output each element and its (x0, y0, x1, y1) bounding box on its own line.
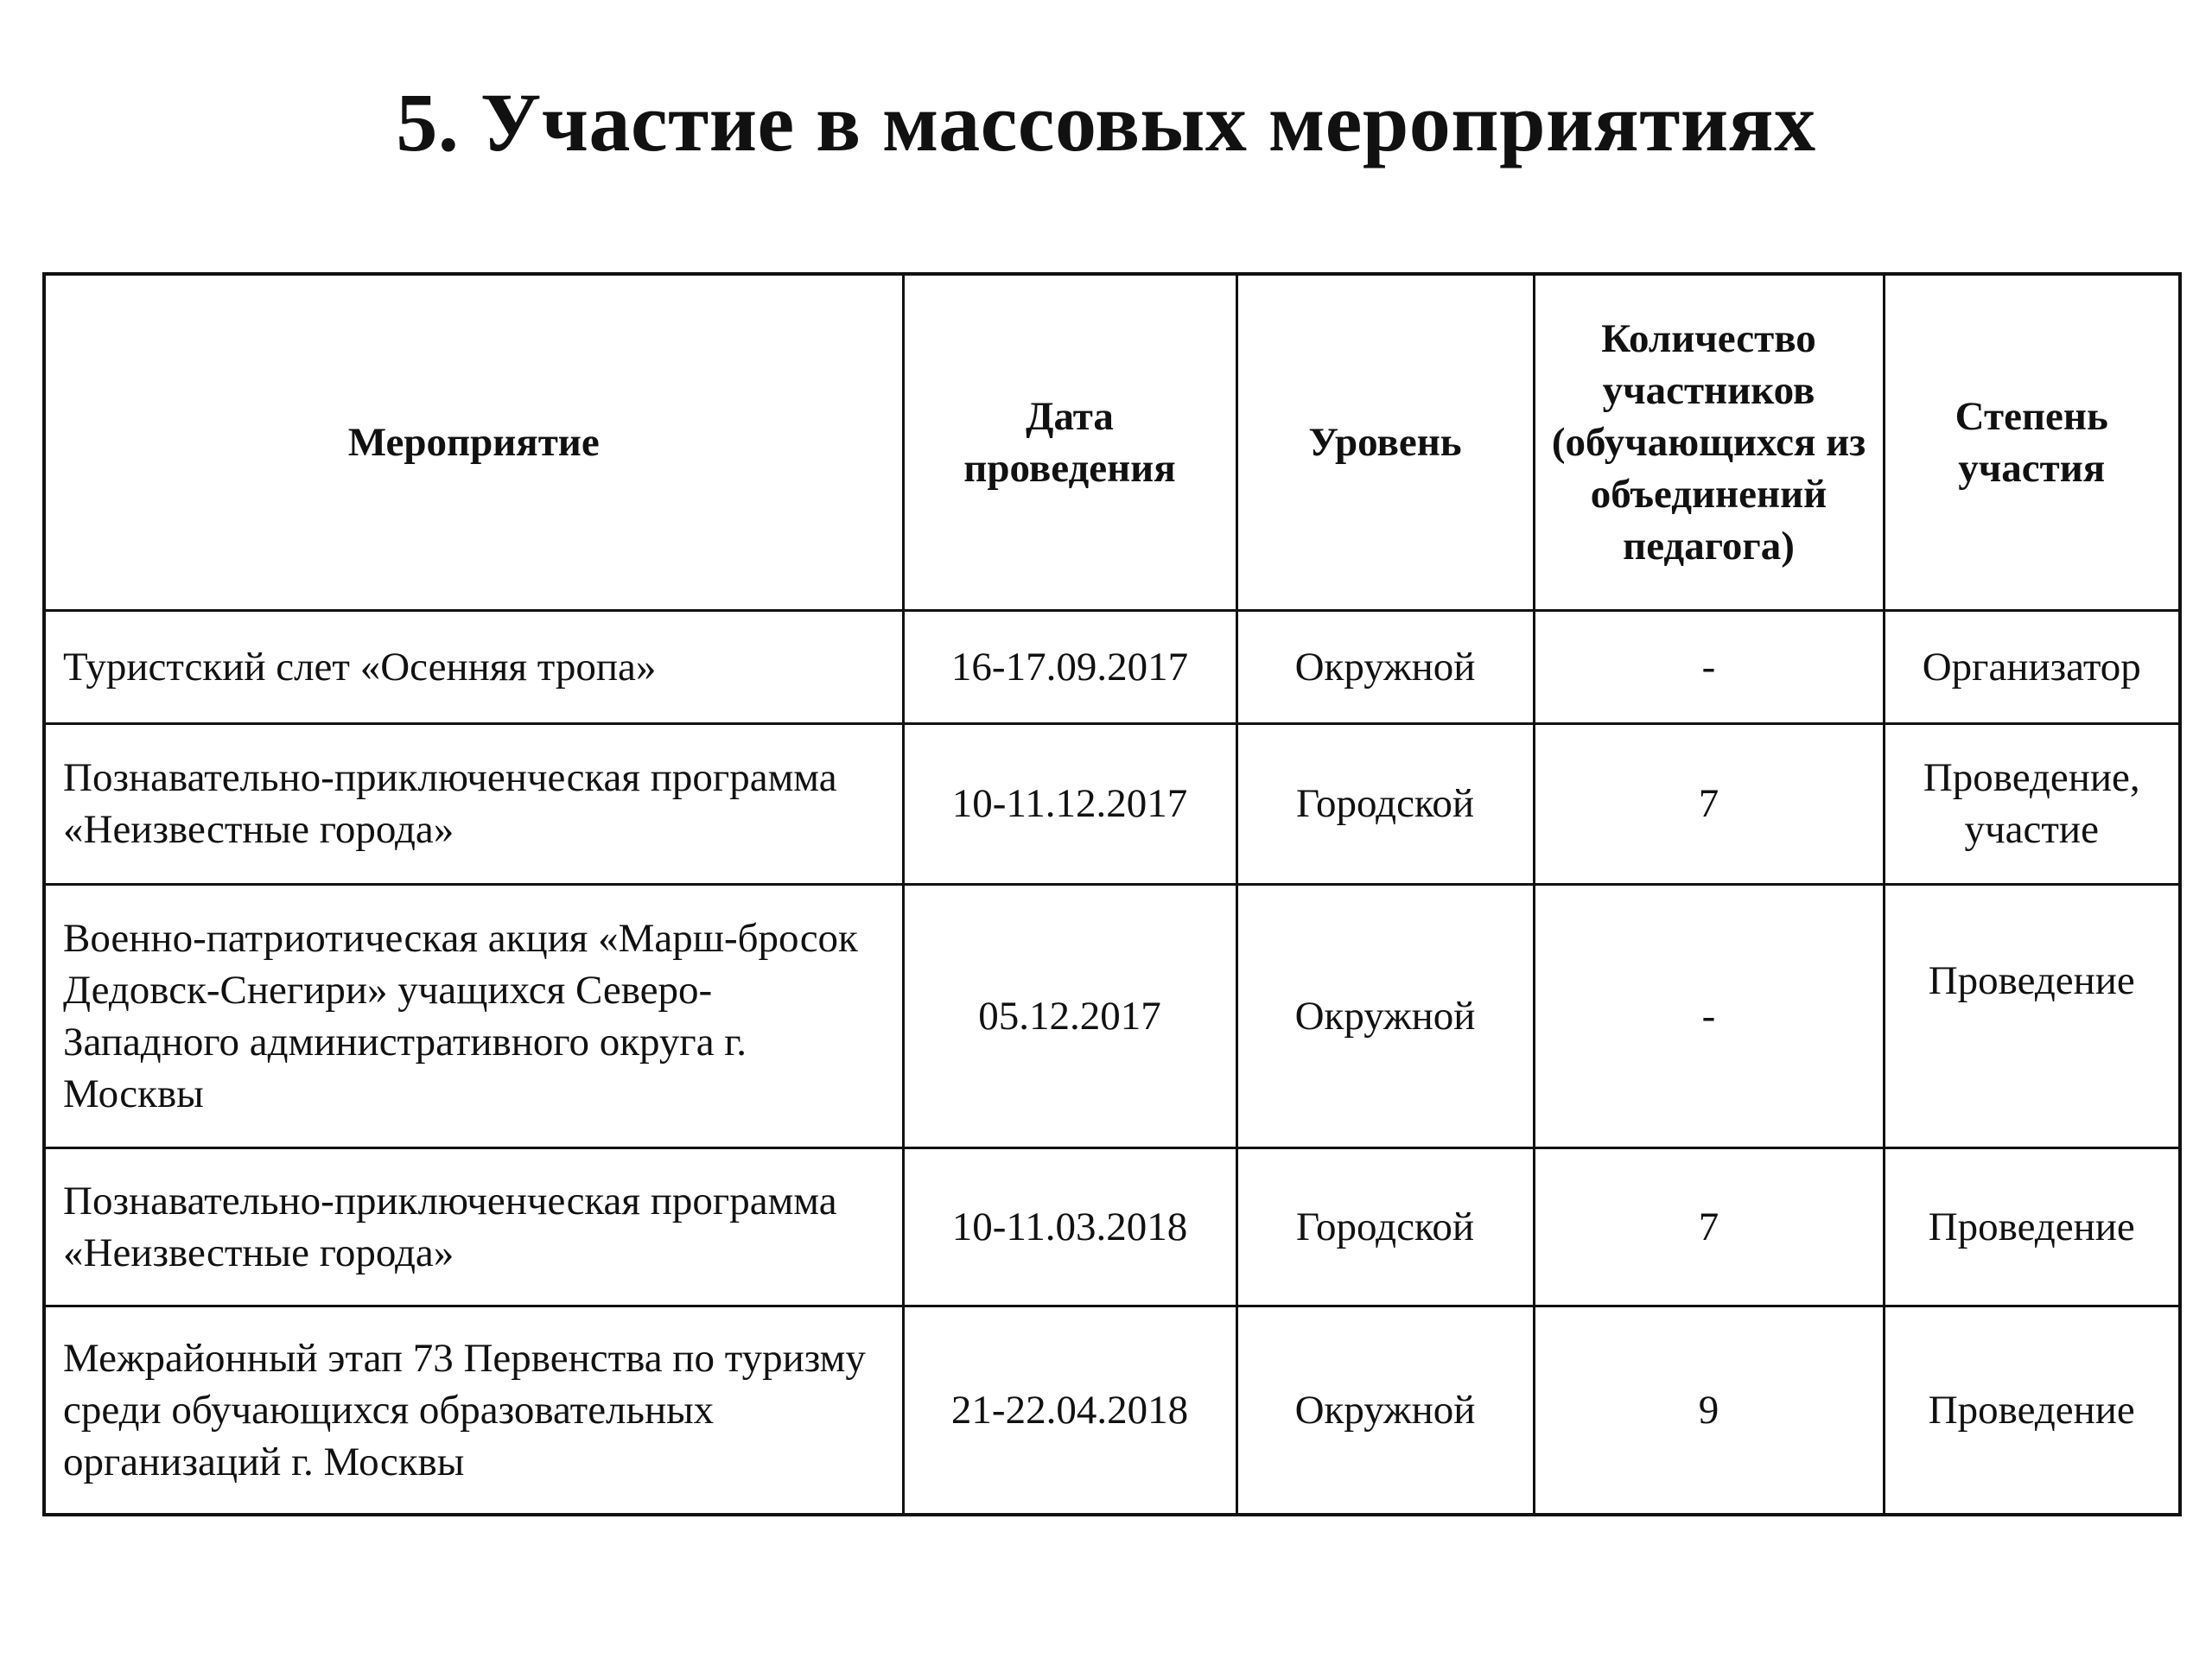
cell-date: 21-22.04.2018 (903, 1306, 1236, 1515)
header-event: Мероприятие (44, 274, 903, 611)
cell-role: Организатор (1884, 611, 2180, 724)
table-row (44, 723, 2180, 885)
cell-role: Проведение (1884, 885, 2180, 1147)
cell-level: Окружной (1236, 1306, 1534, 1515)
cell-date: 10-11.12.2017 (903, 723, 1236, 885)
table-header-row (44, 274, 2180, 611)
table-row (44, 611, 2180, 724)
cell-count: 7 (1534, 1147, 1884, 1306)
header-date: Дата проведения (903, 274, 1236, 611)
cell-level: Городской (1236, 723, 1534, 885)
cell-level: Окружной (1236, 611, 1534, 724)
cell-event: Военно-патриотическая акция «Марш-бросок Дедовск-Снегири» учащихся Северо-Западного административного округа г. Москвы (44, 885, 903, 1147)
cell-event: Туристский слет «Осенняя тропа» (44, 611, 903, 724)
cell-count: - (1534, 611, 1884, 724)
header-level: Уровень (1236, 274, 1534, 611)
cell-event: Познавательно-приключенческая программа «Неизвестные города» (44, 1147, 903, 1306)
cell-event: Познавательно-приключенческая программа «Неизвестные города» (44, 723, 903, 885)
header-participant-count: Количество участников (обучающихся из объединений педагога) (1534, 274, 1884, 611)
cell-level: Окружной (1236, 885, 1534, 1147)
cell-count: 7 (1534, 723, 1884, 885)
cell-role: Проведение, участие (1884, 723, 2180, 885)
table-row (44, 1306, 2180, 1515)
table-row (44, 1147, 2180, 1306)
cell-role: Проведение (1884, 1147, 2180, 1306)
cell-date: 05.12.2017 (903, 885, 1236, 1147)
page-title: 5. Участие в массовых мероприятиях (396, 76, 1816, 168)
cell-role: Проведение (1884, 1306, 2180, 1515)
cell-date: 16-17.09.2017 (903, 611, 1236, 724)
cell-count: - (1534, 885, 1884, 1147)
cell-date: 10-11.03.2018 (903, 1147, 1236, 1306)
cell-count: 9 (1534, 1306, 1884, 1515)
header-participation-role: Степень участия (1884, 274, 2180, 611)
cell-event: Межрайонный этап 73 Первенства по туризму среди обучающихся образовательных организаций г. Москвы (44, 1306, 903, 1515)
cell-level: Городской (1236, 1147, 1534, 1306)
table-row (44, 885, 2180, 1147)
events-table (42, 272, 2182, 1516)
